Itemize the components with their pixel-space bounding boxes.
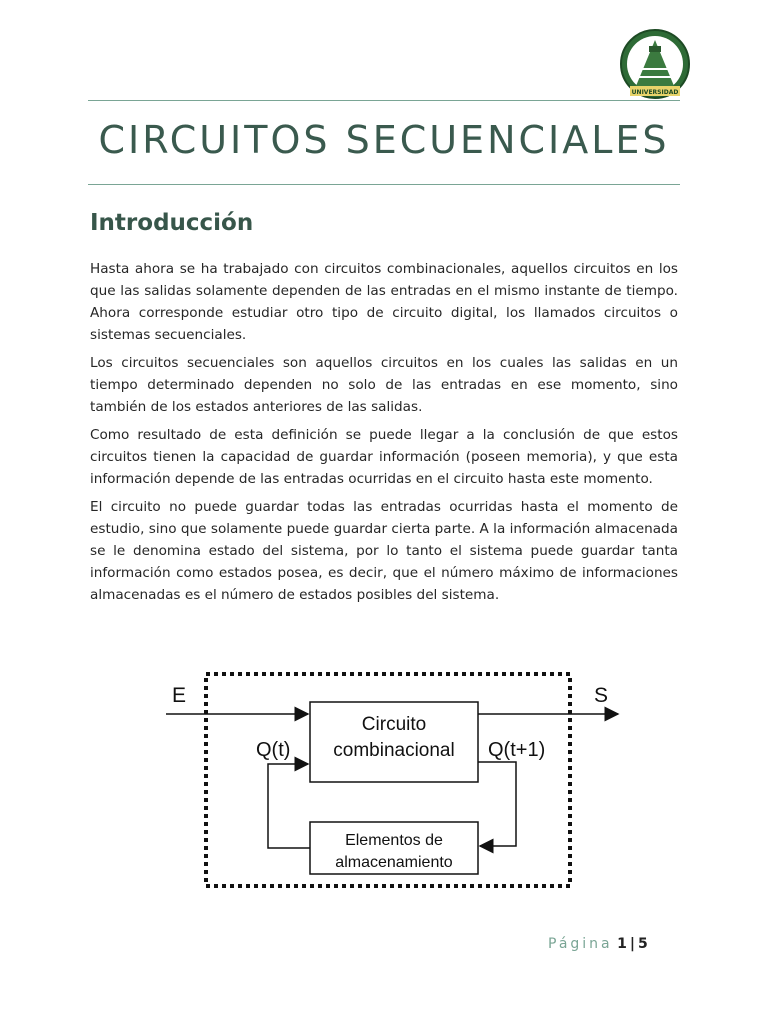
paragraph: Hasta ahora se ha trabajado con circuitos combinacionales, aquellos circuitos en los que las salidas solamente dependen de las entradas en el mismo instante de tiempo. Ahora corresponde estudiar otro tipo de circuito digital, los llamados circuitos o sistemas secuenciales. xyxy=(90,261,678,343)
feedback-out-line xyxy=(478,762,516,846)
combinational-block-label-2: combinacional xyxy=(333,740,455,761)
title-top-rule xyxy=(88,100,680,101)
title-bottom-rule xyxy=(88,184,680,185)
current-page-number: 1 xyxy=(617,936,627,952)
section-heading: Introducción xyxy=(90,210,254,236)
output-label: S xyxy=(594,684,609,707)
total-pages: 5 xyxy=(637,936,648,952)
state-out-label: Q(t+1) xyxy=(488,739,546,761)
document-title: CIRCUITOS SECUENCIALES xyxy=(98,118,670,162)
storage-block-label-1: Elementos de xyxy=(345,832,443,849)
paragraph: Los circuitos secuenciales son aquellos circuitos en los cuales las salidas en un tiempo determinado dependen no solo de las entradas en ese momento, sino también de los estados anteriores de las salidas. xyxy=(90,355,678,415)
storage-block-label-2: almacenamiento xyxy=(335,854,453,871)
page-footer xyxy=(548,936,648,952)
sequential-circuit-diagram xyxy=(160,664,630,894)
body-text xyxy=(90,258,678,612)
page-separator: | xyxy=(629,936,635,952)
state-in-label: Q(t) xyxy=(256,739,291,761)
feedback-in-line xyxy=(268,764,310,848)
paragraph: Como resultado de esta definición se puede llegar a la conclusión de que estos circuitos tienen la capacidad de guardar información (poseen memoria), y que esta información depende de las entradas ocurridas en el circuito hasta este momento. xyxy=(90,427,678,487)
page-word: Página xyxy=(548,936,613,952)
combinational-block-label-1: Circuito xyxy=(361,714,427,735)
paragraph: El circuito no puede guardar todas las entradas ocurridas hasta el momento de estudio, sino que solamente puede guardar cierta parte. A la información almacenada se le denomina estado del sistema, por lo tanto el sistema puede guardar tanta información como estados posea, es decir, que el número máximo de informaciones almacenadas es el número de estados posibles del sistema. xyxy=(90,499,678,603)
input-label: E xyxy=(172,684,187,707)
university-logo xyxy=(616,28,694,104)
logo-text: UNIVERSIDAD xyxy=(631,89,679,96)
